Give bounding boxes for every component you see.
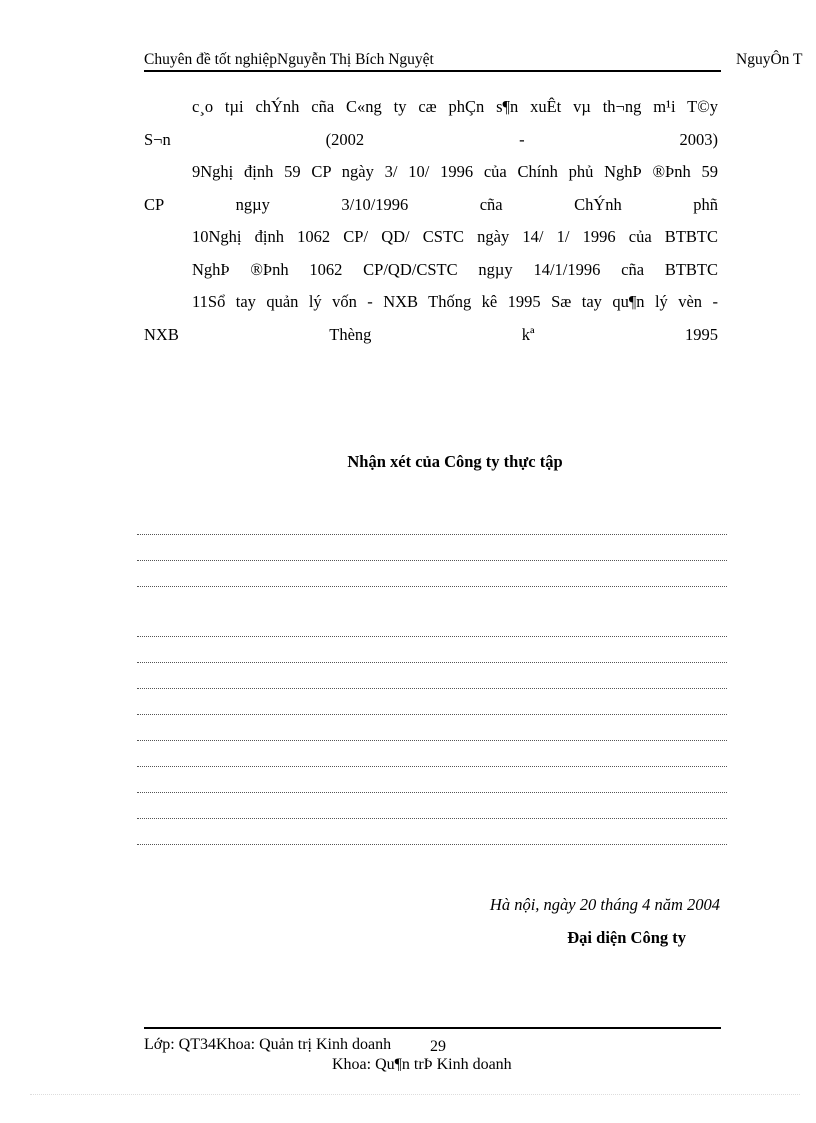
- reference-line: 9Nghị định 59 CP ngày 3/ 10/ 1996 của Chính phủ NghÞ ®Þnh 59: [192, 162, 718, 181]
- comment-line: [137, 766, 727, 767]
- reference-word: -: [519, 129, 525, 149]
- comment-line: [137, 560, 727, 561]
- reference-word: 3/10/1996: [341, 194, 409, 214]
- signature-date: Hà nội, ngày 20 tháng 4 năm 2004: [489, 895, 720, 914]
- comment-line: [137, 740, 727, 741]
- reference-line-spread: [144, 124, 718, 157]
- comment-line: [137, 714, 727, 715]
- reference-word: phñ: [693, 194, 718, 214]
- reference-line: c¸o tµi chÝnh cña C«ng ty cæ phÇn s¶n xuÊt vµ th¬ng m¹i T©y: [192, 97, 718, 116]
- reference-word: Thèng: [329, 324, 372, 344]
- header-right: NguyÔn T: [736, 51, 803, 68]
- reference-line-spread: [144, 319, 718, 352]
- comment-line: [137, 662, 727, 663]
- header-left: Chuyên đề tốt nghiệpNguyễn Thị Bích Nguyệt: [144, 51, 434, 68]
- reference-line: NghÞ ®Þnh 1062 CP/QD/CSTC ngµy 14/1/1996 cña BTBTC: [192, 259, 718, 279]
- reference-word: NXB: [144, 324, 179, 344]
- comment-line: [137, 688, 727, 689]
- reference-word: 1995: [684, 324, 718, 344]
- section-title: Nhận xét của Công ty thực tập: [347, 452, 563, 471]
- comment-line: [137, 818, 727, 819]
- footer-line1: Lớp: QT34Khoa: Quản trị Kinh doanh: [144, 1036, 392, 1053]
- page-number: 29: [430, 1038, 446, 1055]
- footer-rule: [144, 1027, 721, 1029]
- reference-line-spread: [144, 189, 718, 222]
- reference-word: 2003): [679, 129, 718, 149]
- header-rule: [144, 70, 721, 72]
- reference-word: S¬n: [144, 129, 171, 149]
- signature-representative: Đại diện Công ty: [567, 928, 686, 947]
- reference-line: 10Nghị định 1062 CP/ QD/ CSTC ngày 14/ 1/ 1996 của BTBTC: [192, 227, 718, 246]
- reference-line: 11Sổ tay quản lý vốn - NXB Thống kê 1995 Sæ tay qu¶n lý vèn -: [192, 292, 718, 311]
- footer-line2: Khoa: Qu¶n trÞ Kinh doanh: [332, 1056, 512, 1073]
- reference-word: CP: [144, 194, 165, 214]
- reference-word: (2002: [325, 129, 365, 149]
- reference-word: ngµy: [235, 194, 270, 214]
- comment-line: [137, 586, 727, 587]
- comment-line: [137, 844, 727, 845]
- reference-word: kª: [521, 324, 535, 344]
- comment-line: [137, 792, 727, 793]
- reference-word: ChÝnh: [574, 194, 622, 214]
- comment-line: [137, 534, 727, 535]
- references-block: [144, 91, 718, 351]
- comment-line: [137, 636, 727, 637]
- reference-word: cña: [479, 194, 503, 214]
- page-bottom-separator: [30, 1094, 800, 1095]
